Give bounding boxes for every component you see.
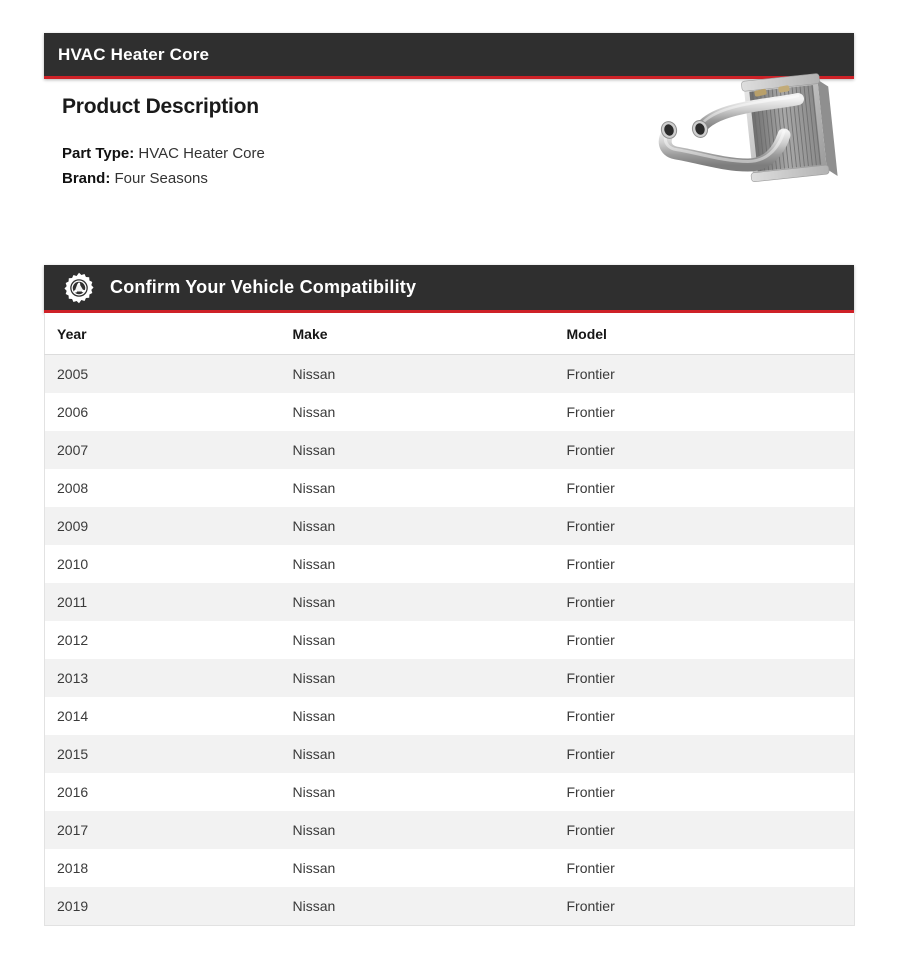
- table-row: [45, 469, 855, 507]
- spec-brand-label: Brand:: [62, 170, 111, 187]
- spec-brand-value: Four Seasons: [114, 170, 208, 187]
- spec-part-type-value: HVAC Heater Core: [138, 145, 265, 162]
- cell-year: 2015: [45, 735, 281, 773]
- compatibility-title-bar: [44, 265, 854, 313]
- cell-model: Frontier: [555, 773, 855, 811]
- cell-model: Frontier: [555, 507, 855, 545]
- column-header-model: Model: [555, 313, 855, 355]
- table-body: [45, 355, 855, 926]
- cell-model: Frontier: [555, 735, 855, 773]
- cell-year: 2019: [45, 887, 281, 926]
- table-header: [45, 313, 855, 355]
- cell-model: Frontier: [555, 849, 855, 887]
- cell-make: Nissan: [281, 583, 555, 621]
- cell-make: Nissan: [281, 735, 555, 773]
- cell-year: 2006: [45, 393, 281, 431]
- cell-model: Frontier: [555, 583, 855, 621]
- column-header-make: Make: [281, 313, 555, 355]
- cell-model: Frontier: [555, 355, 855, 394]
- cell-model: Frontier: [555, 811, 855, 849]
- table-row: [45, 811, 855, 849]
- cell-make: Nissan: [281, 545, 555, 583]
- cell-year: 2014: [45, 697, 281, 735]
- heater-core-photo-icon: [638, 69, 848, 214]
- table-row: [45, 735, 855, 773]
- product-description-card: [44, 33, 854, 245]
- product-title: HVAC Heater Core: [58, 44, 210, 64]
- cell-make: Nissan: [281, 697, 555, 735]
- cell-year: 2009: [45, 507, 281, 545]
- cell-make: Nissan: [281, 621, 555, 659]
- cell-year: 2013: [45, 659, 281, 697]
- table-row: [45, 887, 855, 926]
- cell-make: Nissan: [281, 431, 555, 469]
- cell-year: 2010: [45, 545, 281, 583]
- compatibility-title: Confirm Your Vehicle Compatibility: [110, 277, 417, 297]
- cell-model: Frontier: [555, 469, 855, 507]
- table-row: [45, 545, 855, 583]
- cell-model: Frontier: [555, 887, 855, 926]
- cell-year: 2017: [45, 811, 281, 849]
- table-row: [45, 659, 855, 697]
- table-row: [45, 697, 855, 735]
- cell-model: Frontier: [555, 697, 855, 735]
- cell-model: Frontier: [555, 431, 855, 469]
- table-row: [45, 773, 855, 811]
- gear-icon: [62, 271, 96, 305]
- cell-year: 2005: [45, 355, 281, 394]
- cell-model: Frontier: [555, 621, 855, 659]
- cell-model: Frontier: [555, 659, 855, 697]
- cell-model: Frontier: [555, 393, 855, 431]
- page-title: Product Description: [62, 95, 259, 118]
- table-row: [45, 431, 855, 469]
- column-header-year: Year: [45, 313, 281, 355]
- cell-make: Nissan: [281, 887, 555, 926]
- cell-year: 2018: [45, 849, 281, 887]
- table-row: [45, 849, 855, 887]
- table-row: [45, 507, 855, 545]
- table-row: [45, 583, 855, 621]
- vehicle-compatibility-card: [44, 265, 854, 926]
- cell-year: 2007: [45, 431, 281, 469]
- cell-model: Frontier: [555, 545, 855, 583]
- product-description-body: [44, 79, 854, 245]
- cell-year: 2011: [45, 583, 281, 621]
- table-row: [45, 393, 855, 431]
- vehicle-compatibility-table: [44, 313, 855, 926]
- table-row: [45, 355, 855, 394]
- cell-make: Nissan: [281, 659, 555, 697]
- cell-make: Nissan: [281, 469, 555, 507]
- cell-make: Nissan: [281, 773, 555, 811]
- cell-year: 2016: [45, 773, 281, 811]
- cell-make: Nissan: [281, 507, 555, 545]
- cell-year: 2012: [45, 621, 281, 659]
- spec-part-type-label: Part Type:: [62, 145, 135, 162]
- cell-make: Nissan: [281, 811, 555, 849]
- table-row: [45, 621, 855, 659]
- cell-make: Nissan: [281, 849, 555, 887]
- table-header-row: [45, 313, 855, 355]
- cell-make: Nissan: [281, 393, 555, 431]
- cell-make: Nissan: [281, 355, 555, 394]
- cell-year: 2008: [45, 469, 281, 507]
